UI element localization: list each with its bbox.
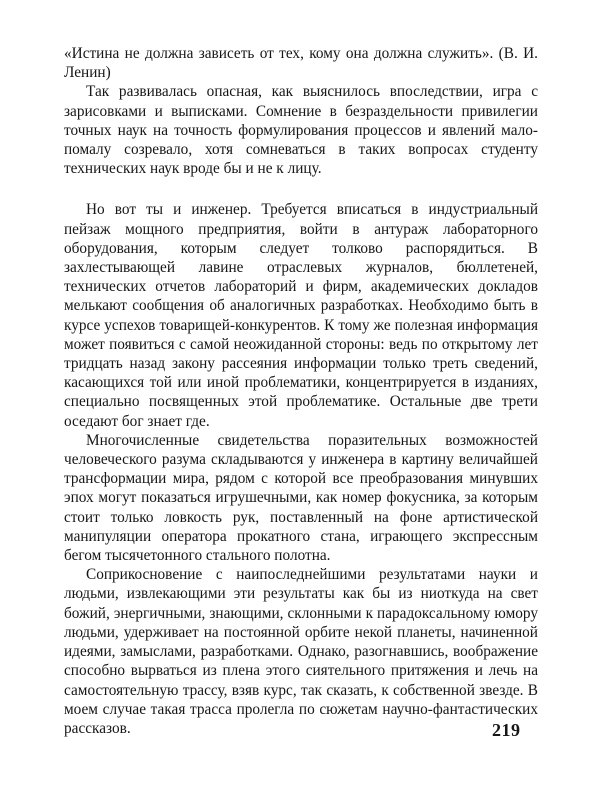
lenin-quote-paragraph: «Истина не должна зависеть от тех, кому она должна служить». (В. И. Ленин) (64, 45, 538, 82)
contact-paragraph: Соприкосновение с наипоследнейшими результатами науки и людьми, извлекающими эти результаты как бы из ниоткуда на свет божий, энергичными, знающими, склонными к парадоксальному юмору людьми, удерживает на постоянной орбите некой планеты, начиненной идеями, замыслами, разработками. Однако, разогнавшись, воображение способно вырваться из плена этого сиятельного притяжения и лечь на самостоятельную трассу, взяв курс, так сказать, к собственной звезде. В моем случае такая трасса пролегла по сюжетам научно-фантастических рассказов. (64, 566, 538, 737)
engineer-paragraph: Но вот ты и инженер. Требуется вписаться в индустриальный пейзаж мощного предприятия, войти в антураж лабораторного оборудования, которым следует толково распорядиться. В захлестывающей лавине отраслевых журналов, бюллетеней, технических отчетов лабораторий и фирм, академических докладов мелькают сообщения об аналогичных разработках. Необходимо быть в курсе успехов товарищей-конкурентов. К тому же полезная информация может появиться с самой неожиданной стороны: ведь по открытому лет тридцать назад закону рассеяния информации только треть сведений, касающихся той или иной проблематики, концентрируется в изданиях, специально посвященных этой проблематике. Остальные две трети оседают бог знает где. (64, 201, 538, 430)
section-gap (64, 178, 538, 200)
page-body (64, 44, 538, 738)
sketches-paragraph: Так развивалась опасная, как выяснилось впоследствии, игра с зарисовками и выписками. Сомнение в безраздельности привилегии точных наук на точность формулирования процессов и явлений мало-помалу созревало, хотя сомневаться в таких вопросах студенту технических наук вроде бы и не к лицу. (64, 83, 538, 178)
testimonies-paragraph: Многочисленные свидетельства поразительных возможностей человеческого разума складываются у инженера в картину величайшей трансформации мира, рядом с которой все преобразования минувших эпох могут показаться игрушечными, как номер фокусника, за которым стоит только ловкость рук, поставленный на фоне артистической манипуляции оператора прокатного стана, играющего экспрессным бегом тысячетонного стального полотна. (64, 431, 538, 565)
page-number: 219 (492, 720, 521, 740)
